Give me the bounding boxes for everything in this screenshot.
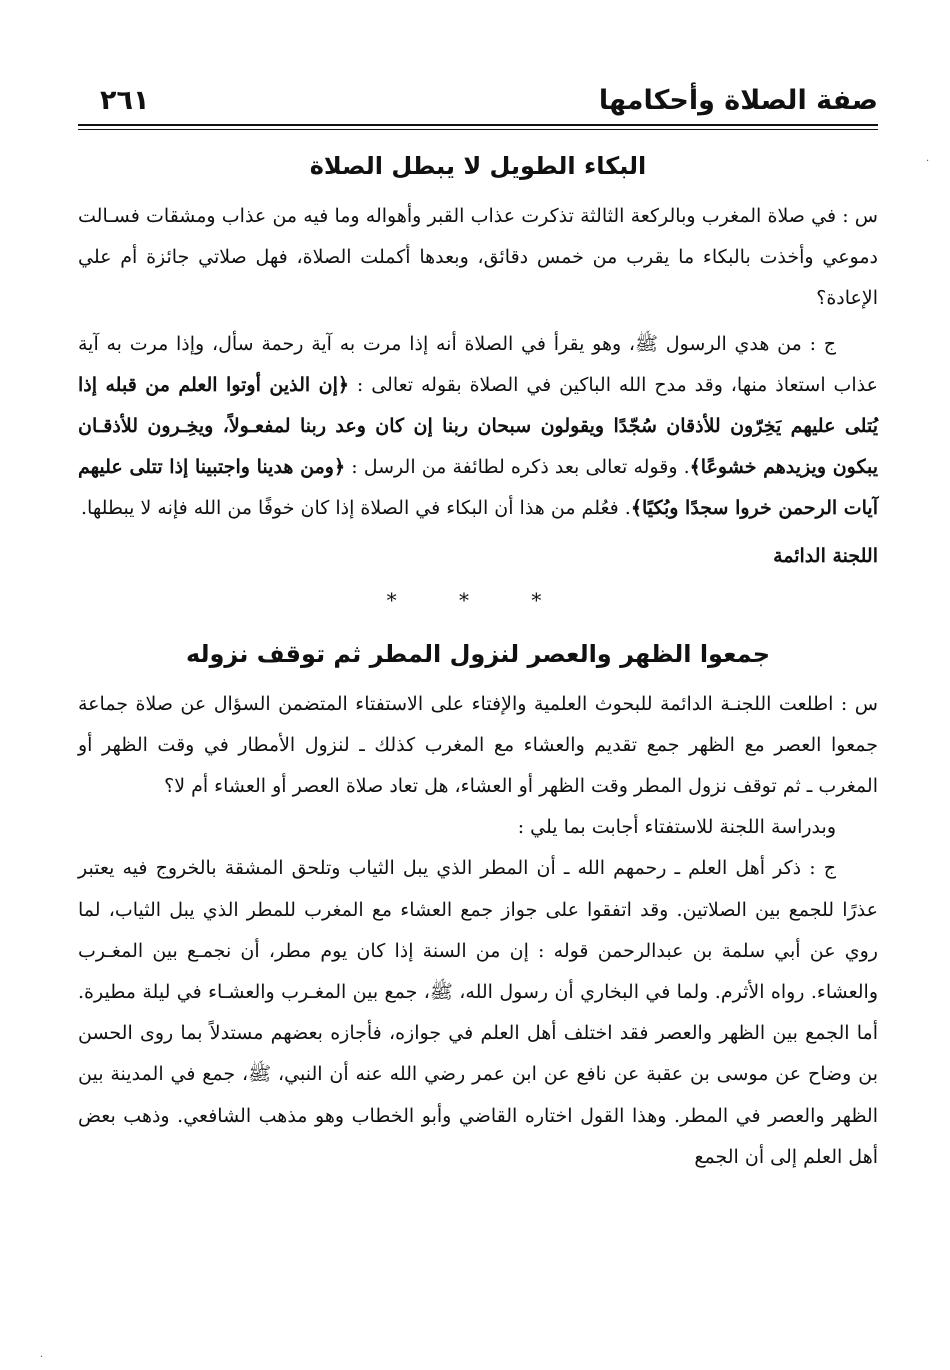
answer-text-part-3: . فعُلم من هذا أن البكاء في الصلاة إذا كان خوفًا من الله فإنه لا يبطلها. (80, 497, 631, 520)
study-line: وبدراسة اللجنة للاستفتاء أجابت بما يلي : (517, 816, 836, 839)
running-header (78, 70, 878, 116)
answer-paragraph-1 (78, 324, 878, 530)
committee-signature: اللجنة الدائمة (773, 544, 878, 567)
header-rule (78, 124, 878, 126)
answer-text: ذكر أهل العلم ـ رحمهم الله ـ أن المطر الذي يبل الثياب وتلحق المشقة بالخروج فيه يعتبر عذرًا للجمع بين الصلاتين. وقد اتفقوا على جواز جمع العشاء مع المغرب للمطر الذي يبل الثياب، لما روي عن أبي سلمة بن عبدالرحمن قوله : إن من السنة إذا كان يوم مطر، أن نجمـع بين المغـرب والعشاء. رواه الأثرم. ولما في البخاري أن رسول الله، ﷺ، جمع بين المغـرب والعشـاء في ليلة مطيرة. أما الجمع بين الظهر والعصر فقد اختلف أهل العلم في جوازه، فأجازه بعضهم مستدلاً بما روى الحسن بن وضاح عن موسى بن عقبة عن نافع عن ابن عمر رضي الله عنه أن النبي، ﷺ، جمع في المدينة بين الظهر والعصر في المطر. وهذا القول اختاره القاضي وأبو الخطاب وهو مذهب الشافعي. وذهب بعض أهل العلم إلى أن الجمع (78, 857, 878, 1168)
answer-paragraph-2 (78, 848, 878, 1178)
answer-text-part-2: . وقوله تعالى بعد ذكره لطائفة من الرسل : (351, 456, 690, 479)
quran-verse-2: ﴿ومن هدينا واجتبينا إذا تتلى عليهم آيات الرحمن خروا سجدًا وبُكيًا﴾ (78, 456, 878, 520)
header-rule-thin (78, 129, 878, 130)
question-text: اطلعت اللجنـة الدائمة للبحوث العلمية والإفتاء على الاستفتاء المتضمن السؤال عن صلاة جماعة جمعوا العصر مع الظهر جمع تقديم والعشاء مع المغرب كذلك ـ لنزول الأمطار في وقت الظهر أو المغرب ـ ثم توقف نزول المطر وقت الظهر أو العشاء، هل تعاد صلاة العصر أو العشاء أم لا؟ (78, 692, 878, 798)
section-heading-rain-combining: جمعوا الظهر والعصر لنزول المطر ثم توقف نزوله (185, 639, 771, 668)
question-label: س : (840, 692, 878, 715)
book-page (78, 70, 878, 1178)
quran-verse-1: ﴿إن الذين أوتوا العلم من قبله إذا يُتلى عليهم يَخِرّون للأذقان سُجّدًا ويقولون سبحان ربنا إن كان وعد ربنا لمفعـولاً، ويخِـرون للأذقـان يبكون ويزيدهم خشوعًا﴾ (78, 373, 878, 479)
scan-speck: · (40, 1352, 44, 1363)
section-separator: * * * (386, 587, 570, 612)
question-paragraph-1 (78, 196, 878, 320)
question-label: س : (842, 205, 878, 227)
answer-label: ج : (809, 332, 836, 355)
section-heading-weeping: البكاء الطويل لا يبطل الصلاة (309, 152, 647, 180)
question-paragraph-2 (78, 684, 878, 808)
page-number: ٢٦١ (100, 85, 150, 116)
running-title: صفة الصلاة وأحكامها (598, 85, 878, 116)
scan-speck: · (926, 156, 930, 167)
question-text: في صلاة المغرب وبالركعة الثالثة تذكرت عذاب القبر وأهواله وما فيه من عذاب ومشقات فسـالت دموعي وأخذت بالبكاء ما يقرب من خمس دقائق، وبعدها أكملت الصلاة، فهل صلاتي جائزة أم علي الإعادة؟ (78, 205, 878, 310)
answer-label: ج : (809, 857, 836, 880)
answer-text-part-1: من هدي الرسول ﷺ، وهو يقرأ في الصلاة أنه إذا مرت به آية رحمة سأل، وإذا مرت به آية عذاب استعاذ منها، وقد مدح الله الباكين في الصلاة بقوله تعالى : (78, 332, 878, 396)
